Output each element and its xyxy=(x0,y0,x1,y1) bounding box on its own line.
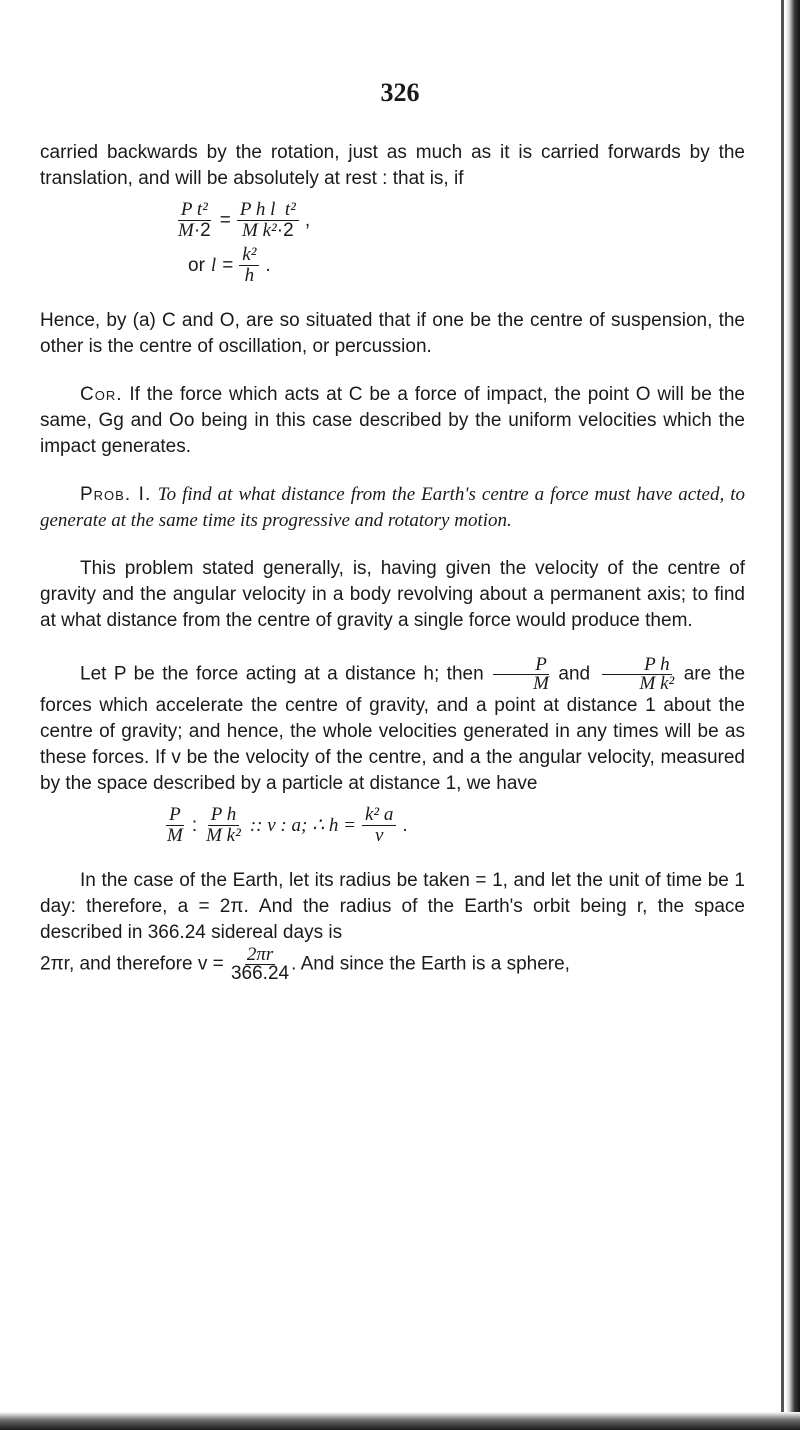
eq2-fraction: $\frac{\text{k²}}{h}$ xyxy=(239,245,259,286)
p4-fraction-2: $\frac{\text{P h}}{\text{M k²}}$ xyxy=(598,656,677,693)
paragraph-1: carried backwards by the rotation, just as much as it is carried forwards by the translation, and will be absolutely at rest : that is, if xyxy=(40,142,745,189)
problem xyxy=(40,482,745,534)
page-edge-right xyxy=(786,0,800,1430)
corollary-label: Cor. xyxy=(80,384,123,405)
eq3-fraction-1: $\frac{P}{M}$ xyxy=(167,804,183,846)
page-body xyxy=(40,140,745,983)
eq3-fraction-3: $\frac{\text{k² a}}{v}$ xyxy=(362,805,396,846)
eq1-rhs-fraction: $\frac{\text{P h l t²}}{\text{M k²·2}}$ xyxy=(237,200,299,241)
problem-text: To find at what distance from the Earth's centre a force must have acted, to generate at the same time its progressive and rotatory motion. xyxy=(40,484,745,531)
equation-1: $\frac{\text{P t²}}{M\cdot 2}$ = $\frac{\text{P h l t²}}{\text{M k²·2}}$ , xyxy=(175,200,745,241)
paragraph-3: This problem stated generally, is, having given the velocity of the centre of gravity and the angular velocity in a body revolving about a permanent axis; to find at what distance from the centre of gravity a single force would produce them. xyxy=(40,558,745,631)
problem-label: Prob. I. xyxy=(80,484,152,505)
paragraph-5-end: 2πr, and therefore v = $\frac{2\pi r}{366.24}$ . And since the Earth is a sphere, xyxy=(40,944,570,984)
paragraph-2: Hence, by (a) C and O, are so situated that if one be the centre of suspension, the other is the centre of oscillation, or percussion. xyxy=(40,310,745,357)
page-number: 326 xyxy=(380,78,420,107)
page-edge-bottom xyxy=(0,1412,800,1430)
equation-3: $\frac{P}{M}$ : $\frac{\text{P h}}{\text{M k²}}$ :: v : a; ∴ h = $\frac{\text{k² a}}{v}$ . xyxy=(164,805,745,846)
paragraph-5: In the case of the Earth, let its radius be taken = 1, and let the unit of time be 1 day: therefore, a = 2π. And the radius of the Earth's orbit being r, the space described in 366.24 sidereal days is xyxy=(40,870,745,943)
p5-fraction: $\frac{2\pi r}{366.24}$ xyxy=(230,944,290,984)
equation-2: or l = $\frac{\text{k²}}{h}$ . xyxy=(188,244,271,286)
eq1-lhs-fraction: $\frac{\text{P t²}}{M\cdot 2}$ xyxy=(178,199,211,241)
paragraph-4: Let P be the force acting at a distance h; then $\frac{P}{M}$ and $\frac{\text{P h}}{\text{M k²}}$ are the forces which accelerate the centre of gravity, and a point at distance 1 about the centre of gravity; and hence, the whole velocities generated in any times will be as these forces. If v be the velocity of the centre, and a the angular velocity, measured by the space described by a particle at distance 1, we have xyxy=(40,654,746,794)
corollary-text: If the force which acts at C be a force of impact, the point O will be the same, Gg and Oo being in this case described by the uniform velocities which the impact generates. xyxy=(40,384,746,457)
page-edge-line xyxy=(781,0,784,1430)
eq1-equals: = xyxy=(219,209,231,231)
corollary xyxy=(40,382,745,460)
eq3-fraction-2: $\frac{\text{P h}}{\text{M k²}}$ xyxy=(206,804,241,846)
p4-fraction-1: $\frac{P}{M}$ xyxy=(491,656,551,693)
